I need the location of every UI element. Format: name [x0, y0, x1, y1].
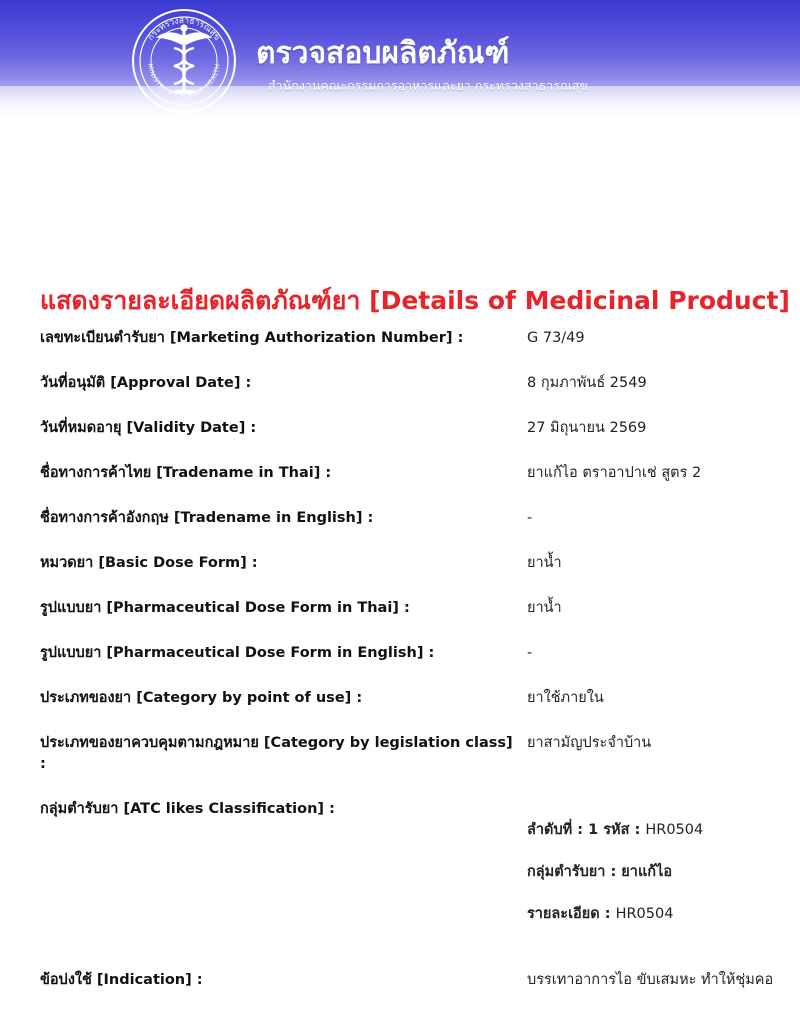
field-value: 27 มิถุนายน 2569 — [527, 420, 647, 437]
table-row — [40, 688, 800, 733]
field-value: ยาน้ำ — [527, 600, 562, 617]
field-label: กลุ่มตำรับยา [ATC likes Classification] : — [40, 801, 335, 818]
field-value: ยาสามัญประจำบ้าน — [527, 735, 652, 752]
field-label: หมวดยา [Basic Dose Form] : — [40, 555, 258, 572]
field-value: ยาใช้ภายใน — [527, 690, 604, 707]
field-value: ยาแก้ไอ ตราอาปาเช่ สูตร 2 — [527, 465, 702, 482]
table-row — [40, 598, 800, 643]
table-row — [40, 508, 800, 553]
banner-title: ตรวจสอบผลิตภัณฑ์ — [256, 36, 510, 71]
field-value-atc — [527, 799, 800, 970]
field-value: G 73/49 — [527, 330, 585, 346]
banner-subtitle: สำนักงานคณะกรรมการอาหารและยา กระทรวงสาธารณสุข — [268, 78, 588, 93]
page-title: แสดงรายละเอียดผลิตภัณฑ์ยา [Details of Medicinal Product] — [40, 286, 790, 315]
svg-text:กระทรวงสาธารณสุข: กระทรวงสาธารณสุข — [146, 15, 222, 43]
table-row-indication — [40, 970, 800, 1015]
field-label: วันที่หมดอายุ [Validity Date] : — [40, 420, 257, 437]
field-value: - — [527, 645, 533, 662]
field-label: ข้อบ่งใช้ [Indication] : — [40, 972, 203, 989]
table-row — [40, 373, 800, 418]
atc-line-2: กลุ่มตำรับยา : ยาแก้ไอ — [527, 864, 673, 881]
field-value: บรรเทาอาการไอ ขับเสมหะ ทำให้ชุ่มคอ — [527, 972, 774, 989]
atc-line-3: รายละเอียด : HR0504 — [527, 906, 674, 923]
svg-text:MINISTRY OF PUBLIC HEALTH: MINISTRY OF PUBLIC HEALTH — [146, 62, 222, 100]
table-row — [40, 733, 800, 799]
field-value: 8 กุมภาพันธ์ 2549 — [527, 375, 647, 392]
ministry-of-public-health-emblem-icon — [128, 8, 240, 114]
field-label: ประเภทของยา [Category by point of use] : — [40, 690, 363, 707]
site-header-banner — [0, 0, 800, 118]
field-label: รูปแบบยา [Pharmaceutical Dose Form in English] : — [40, 645, 435, 662]
field-value: - — [527, 510, 533, 527]
field-label: ชื่อทางการค้าอังกฤษ [Tradename in English] : — [40, 510, 374, 527]
field-label: เลขทะเบียนตำรับยา [Marketing Authorization Number] : — [40, 330, 464, 346]
table-row — [40, 463, 800, 508]
field-label: รูปแบบยา [Pharmaceutical Dose Form in Thai] : — [40, 600, 410, 617]
field-label: ประเภทของยาควบคุมตามกฎหมาย [Category by legislation class] : — [40, 735, 513, 773]
table-row — [40, 418, 800, 463]
table-row — [40, 553, 800, 598]
atc-line-1: ลำดับที่ : 1 รหัส : HR0504 — [527, 822, 704, 839]
product-details-table — [40, 328, 800, 1015]
table-row — [40, 643, 800, 688]
field-value: ยาน้ำ — [527, 555, 562, 572]
field-label: วันที่อนุมัติ [Approval Date] : — [40, 375, 252, 392]
table-row-atc — [40, 799, 800, 970]
field-label: ชื่อทางการค้าไทย [Tradename in Thai] : — [40, 465, 332, 482]
table-row — [40, 328, 800, 373]
